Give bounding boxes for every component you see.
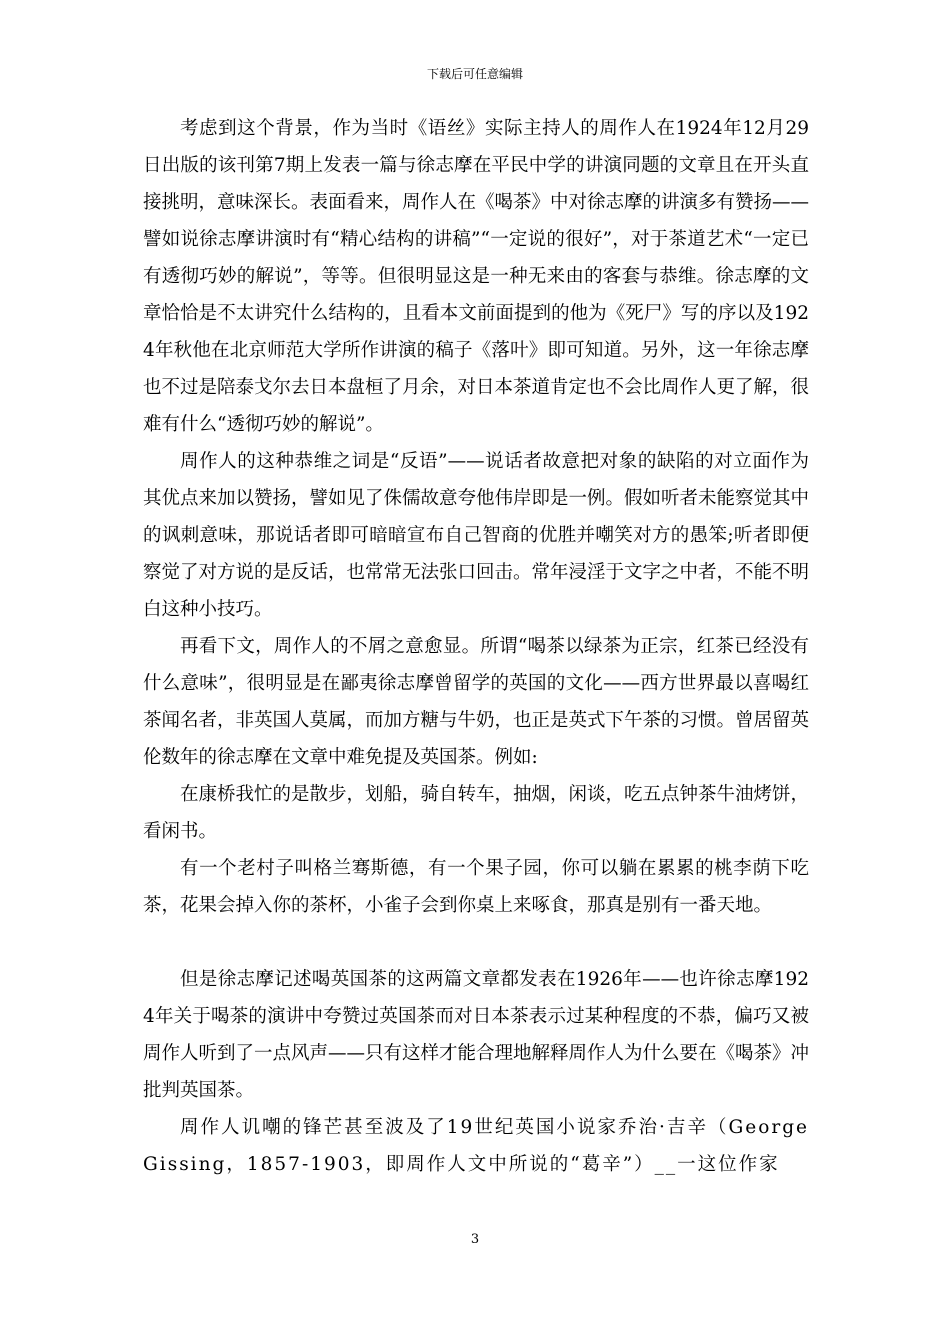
document-body bbox=[143, 110, 809, 1183]
page-number: 3 bbox=[470, 1232, 480, 1247]
quote-cambridge: 在康桥我忙的是散步，划船，骑自转车，抽烟，闲谈，吃五点钟茶牛油烤饼，看闲书。 bbox=[143, 784, 810, 842]
quote-orchard: 有一个老村子叫格兰骞斯德，有一个果子园，你可以躺在累累的桃李荫下吃茶，花果会掉入你的茶杯，小雀子会到你桌上来啄食，那真是别有一番天地。 bbox=[143, 858, 809, 916]
paragraph-background: 考虑到这个背景，作为当时《语丝》实际主持人的周作人在1924年12月29日出版的该刊第7期上发表一篇与徐志摩在平民中学的讲演同题的文章且在开头直接挑明，意味深长。表面看来，周作人在《喝茶》中对徐志摩的讲演多有赞扬——譬如说徐志摩讲演时有“精心结构的讲稿”“一定说的很好”，对于茶道艺术“一定已有透彻巧妙的解说”，等等。但很明显这是一种无来由的客套与恭维。徐志摩的文章恰恰是不太讲究什么结构的，且看本文前面提到的他为《死尸》写的序以及1924年秋他在北京师范大学所作讲演的稿子《落叶》即可知道。另外，这一年徐志摩也不过是陪泰戈尔去日本盘桓了月余，对日本茶道肯定也不会比周作人更了解，很难有什么“透彻巧妙的解说”。 bbox=[143, 118, 810, 435]
paragraph-green-tea: 再看下文，周作人的不屑之意愈显。所谓“喝茶以绿茶为正宗，红茶已经没有什么意味”，很明显是在鄙夷徐志摩曾留学的英国的文化——西方世界最以喜喝红茶闻名者，非英国人莫属，而加方糖与牛奶，也正是英式下午茶的习惯。曾居留英伦数年的徐志摩在文章中难免提及英国茶。例如: bbox=[143, 636, 810, 768]
paragraph-irony: 周作人的这种恭维之词是“反语”——说话者故意把对象的缺陷的对立面作为其优点来加以赞扬，譬如见了侏儒故意夸他伟岸即是一例。假如听者未能察觉其中的讽刺意味，那说话者即可暗暗宣布自己智商的优胜并嘲笑对方的愚笨;听者即便察觉了对方说的是反话，也常常无法张口回击。常年浸淫于文字之中者，不能不明白这种小技巧。 bbox=[143, 451, 810, 620]
paragraph-1926: 但是徐志摩记述喝英国茶的这两篇文章都发表在1926年——也许徐志摩1924年关于喝茶的演讲中夸赞过英国茶而对日本茶表示过某种程度的不恭，偏巧又被周作人听到了一点风声——只有这样才能合理地解释周作人为什么要在《喝茶》冲批判英国茶。 bbox=[143, 969, 810, 1101]
paragraph-gissing: 周作人讥嘲的锋芒甚至波及了19世纪英国小说家乔治·吉辛（GeorgeGissing，1857-1903，即周作人文中所说的“葛辛”）__一这位作家 bbox=[143, 1117, 809, 1175]
page-header: 下载后可任意编辑 bbox=[426, 67, 523, 81]
